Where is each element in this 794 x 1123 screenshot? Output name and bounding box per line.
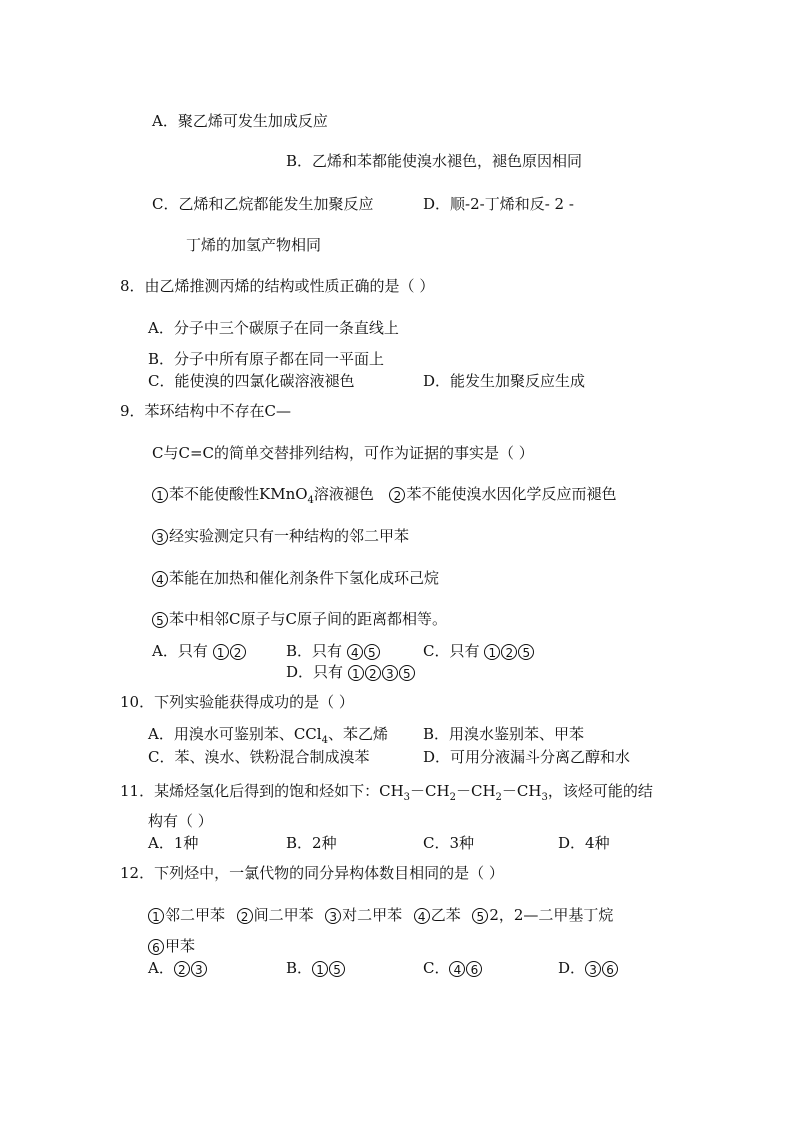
q8-stem: 8．由乙烯推测丙烯的结构或性质正确的是（ ） — [120, 277, 435, 295]
q9-option-d: D．只有 1 2 3 5 — [286, 663, 416, 681]
q10-option-a: A．用溴水可鉴别苯、CCl$_4$、苯乙烯 — [148, 725, 388, 746]
q9-statement-4: 4 苯能在加热和催化剂条件下氢化成环己烷 — [152, 569, 439, 587]
q9-statement-3: 3 经实验测定只有一种结构的邻二甲苯 — [152, 527, 409, 545]
q8-option-a: A．分子中三个碳原子在同一条直线上 — [148, 319, 399, 337]
q7-option-d: D．顺-2-丁烯和反- 2 - — [423, 195, 574, 213]
q12-option-a: A． 2 3 — [148, 959, 208, 977]
q9-statement-5: 5 苯中相邻C原子与C原子间的距离都相等。 — [152, 610, 447, 628]
q8-option-b: B．分子中所有原子都在同一平面上 — [148, 350, 385, 368]
q11-stem: 11．某烯烃氢化后得到的饱和烃如下：$CH_3-CH_2-CH_2-CH_3$，该烃可能的结 — [120, 782, 653, 803]
q9-option-c: C．只有 1 2 5 — [423, 642, 535, 660]
circled-number: 5 — [152, 612, 168, 628]
q11-option-d: D．4种 — [558, 834, 610, 852]
q8-option-c: C．能使溴的四氯化碳溶液褪色 — [148, 372, 355, 390]
circled-number: 3 — [152, 529, 168, 545]
circled-number: 4 — [152, 571, 168, 587]
q10-option-d: D．可用分液漏斗分离乙醇和水 — [423, 748, 631, 766]
q12-items: 1 邻二甲苯 2 间二甲苯 3 对二甲苯 4 乙苯 5 2，2—二甲基丁烷 — [148, 906, 613, 924]
q12-stem: 12．下列烃中，一氯代物的同分异构体数目相同的是（ ） — [120, 864, 504, 882]
q9-stem-line1: 9．苯环结构中不存在C— — [120, 402, 292, 420]
q12-item-6: 6 甲苯 — [148, 937, 195, 955]
q11-option-a: A．1种 — [148, 834, 199, 852]
q9-option-b: B．只有 4 5 — [286, 642, 381, 660]
q9-option-a: A．只有 1 2 — [152, 642, 247, 660]
q7-option-b: B．乙烯和苯都能使溴水褪色，褪色原因相同 — [286, 152, 583, 170]
q7-option-c: C．乙烯和乙烷都能发生加聚反应 — [152, 195, 374, 213]
q12-option-b: B． 1 5 — [286, 959, 346, 977]
q7-option-a: A．聚乙烯可发生加成反应 — [152, 112, 328, 130]
q9-statement-1: 1 苯不能使酸性KMnO$_4$溶液褪色 2 苯不能使溴水因化学反应而褪色 — [152, 485, 617, 503]
q11-option-c: C．3种 — [423, 834, 475, 852]
q7-option-d-continued: 丁烯的加氢产物相同 — [186, 236, 322, 254]
q12-option-d: D． 3 6 — [558, 959, 619, 977]
q10-option-c: C．苯、溴水、铁粉混合制成溴苯 — [148, 748, 370, 766]
q11-stem-line2: 构有（ ） — [148, 812, 213, 830]
q10-stem: 10．下列实验能获得成功的是（ ） — [120, 693, 354, 711]
q12-option-c: C． 4 6 — [423, 959, 483, 977]
circled-number: 2 — [389, 487, 405, 503]
q11-option-b: B．2种 — [286, 834, 337, 852]
q10-option-b: B．用溴水鉴别苯、甲苯 — [423, 725, 585, 743]
q8-option-d: D．能发生加聚反应生成 — [423, 372, 586, 390]
q9-stem-line2: C与C=C的简单交替排列结构，可作为证据的事实是（ ） — [152, 444, 534, 462]
circled-number: 1 — [152, 487, 168, 503]
